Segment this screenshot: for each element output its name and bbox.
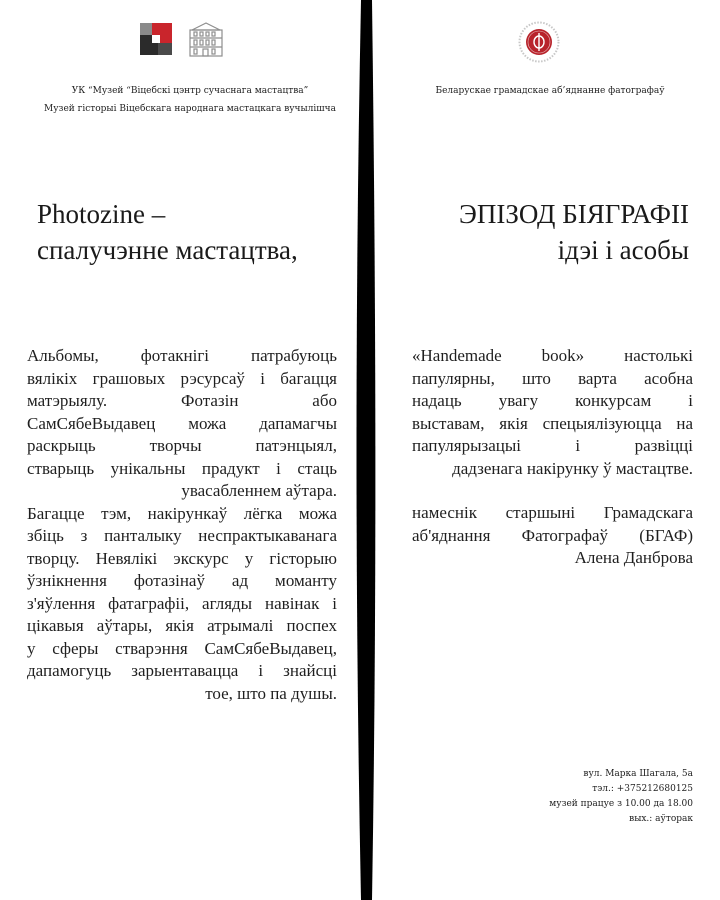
right-title-line1: ЭПІЗОД БІЯГРАФІІ — [459, 199, 689, 229]
text-line: вялікіх грашовых рэсурсаў і багацця — [27, 368, 337, 388]
text-line: папулярны, што варта асобна — [412, 368, 693, 388]
text-line: папулярызацыі і развіцці — [412, 436, 693, 455]
left-title-line2: спалучэнне мастацтва, — [37, 235, 298, 265]
org-name-bgaf: Беларускае грамадскае аб’яднанне фатографаў — [435, 86, 665, 96]
text-line: СамСябеВыдавец можа дапамагчы — [27, 413, 337, 433]
text-line: Багацце тэм, накірункаў лёгка можа — [27, 503, 337, 523]
museum-building-logo — [186, 20, 226, 58]
right-title — [390, 196, 689, 268]
text-line: з'яўлення фатаграфіі, агляды навінак і — [27, 593, 337, 613]
contact-day-off: вых.: аўторак — [629, 814, 693, 824]
left-title-line1: Photozine – — [37, 199, 166, 229]
text-line: збіць з панталыку неспрактыкаванага — [27, 526, 337, 545]
text-line: Альбомы, фотакнігі патрабуюць — [27, 346, 337, 365]
right-body-text — [412, 345, 693, 480]
text-line: «Handemade book» настолькі — [412, 346, 693, 365]
right-title-line2: ідэі і асобы — [557, 235, 689, 265]
left-body-text — [27, 345, 337, 705]
right-paragraph-1 — [412, 345, 693, 480]
contact-phone: тэл.: +375212680125 — [592, 784, 693, 794]
text-line: дадзенага накірунку ў мастацтве. — [452, 458, 693, 478]
org-name-vcsa: УК “Музей “Віцебскі цэнтр сучаснага мастацтва” — [71, 86, 309, 96]
center-divider — [340, 0, 390, 900]
left-title — [37, 196, 357, 268]
left-organization-block — [30, 82, 350, 118]
contact-address: вул. Марка Шагала, 5а — [583, 769, 693, 779]
text-line: творцу. Невялікі экскурс у гісторыю — [27, 548, 337, 568]
text-line: дапамогуць зарыентавацца і знайсці — [27, 661, 337, 680]
signature-organization: аб'яднання Фатографаў (БГАФ) — [412, 525, 693, 545]
text-line: надаць увагу конкурсам і — [412, 391, 693, 410]
left-paragraph-1 — [27, 345, 337, 503]
org-name-museum-school: Музей гісторыі Віцебскага народнага мастацкага вучылішча — [44, 104, 336, 114]
contact-hours: музей працуе з 10.00 да 18.00 — [549, 799, 693, 809]
author-signature — [412, 502, 693, 570]
right-organization-block — [400, 82, 700, 100]
text-line: раскрыць творчы патэнцыял, — [27, 436, 337, 455]
signature-name: Алена Данброва — [574, 548, 693, 567]
text-line: выставам, якія спецыялізуюцца на — [412, 413, 693, 433]
text-line: ўзнікнення фотазінаў ад моманту — [27, 571, 337, 590]
text-line: увасабленнем аўтара. — [181, 481, 337, 500]
bgaf-phi-seal-logo — [518, 21, 560, 63]
contact-info — [520, 767, 693, 827]
text-line: матэрыялу. Фотазін або — [27, 391, 337, 410]
text-line: стварыць унікальны прадукт і стаць — [27, 458, 337, 478]
vitebsk-contemporary-art-center-logo — [138, 21, 174, 57]
text-line: тое, што па душы. — [205, 683, 337, 703]
left-paragraph-2 — [27, 503, 337, 706]
text-line: цікавыя аўтары, якія атрымалі поспех — [27, 616, 337, 635]
signature-position: намеснік старшыні Грамадскага — [412, 503, 693, 522]
text-line: у сферы стварэння СамСябеВыдавец, — [27, 638, 337, 658]
